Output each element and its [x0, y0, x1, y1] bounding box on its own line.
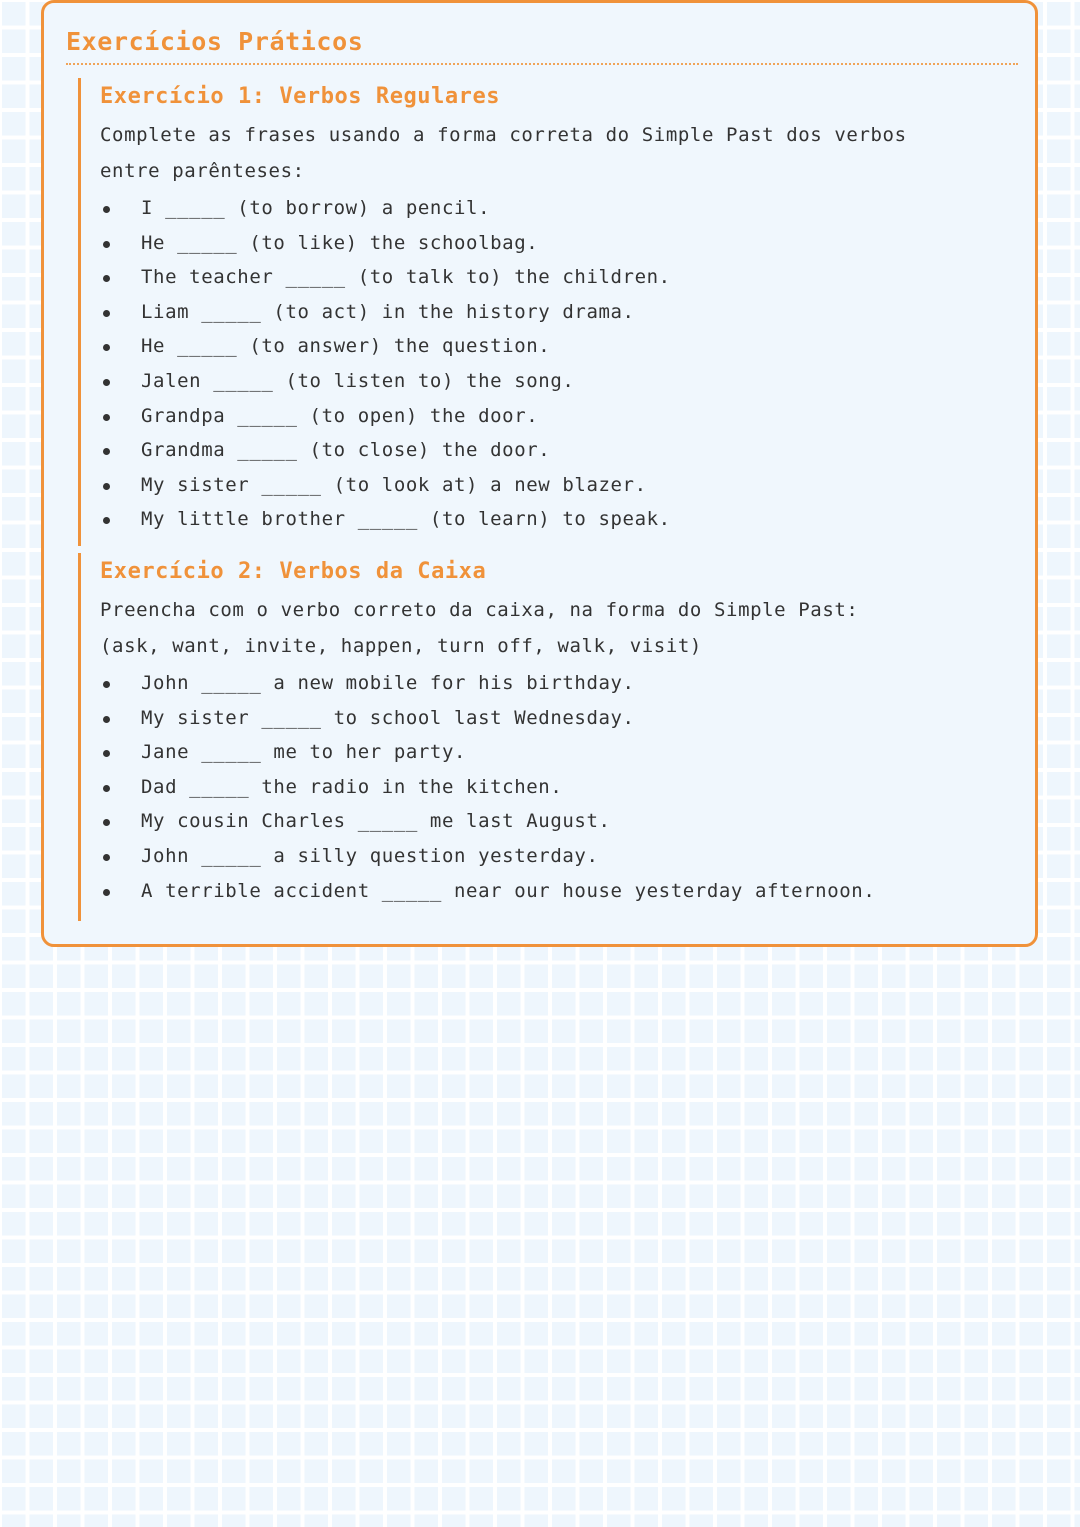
list-item — [100, 399, 1008, 434]
list-item — [100, 804, 1008, 839]
dotted-divider — [66, 63, 1018, 65]
bullet-icon — [103, 448, 110, 455]
list-item — [100, 735, 1008, 770]
item-text: Jane _____ me to her party. — [141, 741, 467, 764]
exercise-2-section — [78, 553, 1008, 921]
item-text: The teacher _____ (to talk to) the children. — [141, 266, 671, 289]
bullet-icon — [103, 483, 110, 490]
list-item — [100, 839, 1008, 874]
item-text: John _____ a new mobile for his birthday. — [141, 672, 635, 694]
item-text: He _____ (to like) the schoolbag. — [141, 231, 539, 254]
bullet-icon — [103, 517, 110, 524]
bullet-icon — [103, 241, 110, 248]
bullet-icon — [103, 414, 110, 421]
exercise-1-list — [100, 191, 1008, 537]
card-title: Exercícios Práticos — [66, 27, 364, 56]
list-item — [100, 468, 1008, 503]
item-text: My sister _____ to school last Wednesday. — [141, 706, 635, 729]
item-text: Jalen _____ (to listen to) the song. — [141, 369, 575, 392]
item-text: John _____ a silly question yesterday. — [141, 844, 599, 867]
list-item — [100, 329, 1008, 364]
exercise-1-instructions — [100, 118, 1008, 189]
item-text: He _____ (to answer) the question. — [141, 335, 551, 358]
list-item — [100, 666, 1008, 701]
list-item — [100, 770, 1008, 805]
bullet-icon — [103, 681, 110, 688]
list-item — [100, 433, 1008, 468]
item-text: Grandma _____ (to close) the door. — [141, 439, 551, 462]
list-item — [100, 260, 1008, 295]
item-text: Liam _____ (to act) in the history drama. — [141, 300, 635, 323]
bullet-icon — [103, 716, 110, 723]
instruction-line: Complete as frases usando a forma correta do Simple Past dos verbos — [100, 124, 907, 146]
bullet-icon — [103, 819, 110, 826]
exercise-1-section — [78, 78, 1008, 546]
list-item — [100, 295, 1008, 330]
list-item — [100, 364, 1008, 399]
exercise-1-title: Exercício 1: Verbos Regulares — [100, 84, 501, 109]
bullet-icon — [103, 275, 110, 282]
bullet-icon — [103, 854, 110, 861]
bullet-icon — [103, 379, 110, 386]
item-text: My sister _____ (to look at) a new blazer. — [141, 473, 647, 496]
bullet-icon — [103, 206, 110, 213]
list-item — [100, 701, 1008, 736]
list-item — [100, 191, 1008, 226]
bullet-icon — [103, 889, 110, 896]
bullet-icon — [103, 785, 110, 792]
bullet-icon — [103, 310, 110, 317]
exercise-2-title: Exercício 2: Verbos da Caixa — [100, 559, 487, 584]
item-text: Grandpa _____ (to open) the door. — [141, 404, 539, 427]
item-text: My cousin Charles _____ me last August. — [141, 810, 611, 833]
exercises-card — [41, 0, 1038, 947]
word-box-line: (ask, want, invite, happen, turn off, walk, visit) — [100, 634, 702, 657]
item-text: A terrible accident _____ near our house yesterday afternoon. — [141, 879, 876, 902]
exercise-2-instructions — [100, 593, 1008, 664]
instruction-line: entre parênteses: — [100, 159, 305, 182]
item-text: Dad _____ the radio in the kitchen. — [141, 775, 563, 798]
item-text: I _____ (to borrow) a pencil. — [141, 197, 491, 219]
bullet-icon — [103, 750, 110, 757]
bullet-icon — [103, 344, 110, 351]
exercise-2-list — [100, 666, 1008, 908]
list-item — [100, 874, 1008, 909]
instruction-line: Preencha com o verbo correto da caixa, na forma do Simple Past: — [100, 599, 859, 621]
list-item — [100, 226, 1008, 261]
item-text: My little brother _____ (to learn) to speak. — [141, 508, 671, 531]
list-item — [100, 502, 1008, 537]
